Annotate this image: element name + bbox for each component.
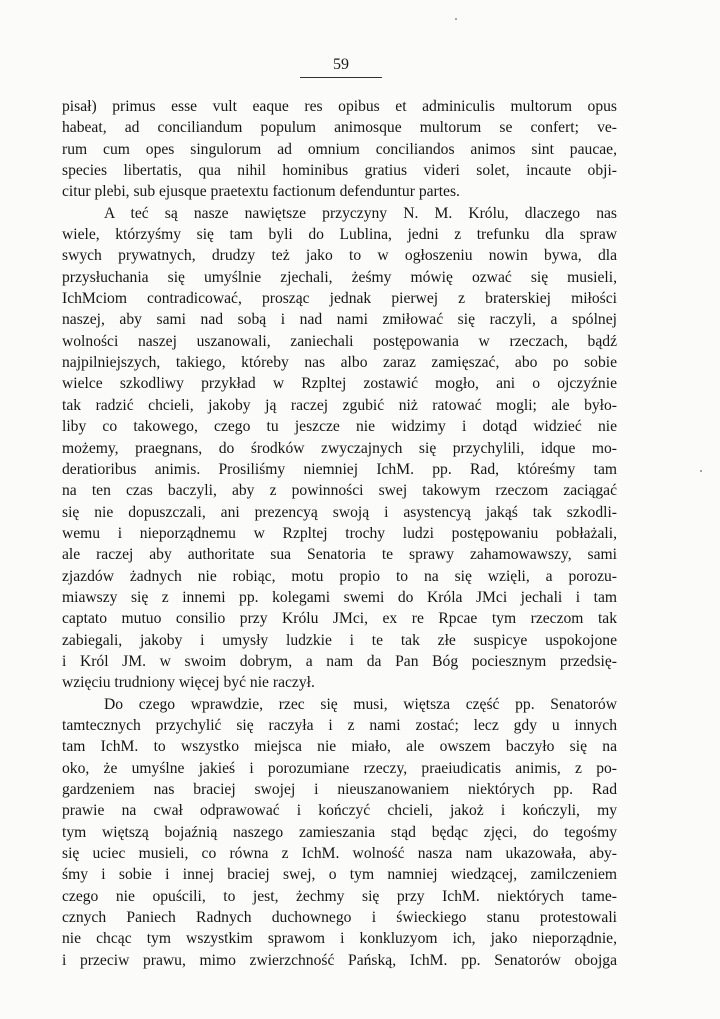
text-line: citur plebi, sub ejusque praetextu factionum defenduntur partes. — [62, 183, 460, 201]
text-line: i przeciw prawu, mimo zwierzchność Pańską, IchM. pp. Senatorów obojga — [62, 951, 617, 969]
text-line: tamtecznych przychylić się raczyła i z nami zostać; lecz gdy u innych — [62, 716, 617, 734]
text-line: liby co takowego, czego tu jeszcze nie widzimy i dotąd widzieć nie — [62, 418, 617, 436]
text-line: oko, że umyślne jakieś i porozumiane rzeczy, praeiudicatis animis, z po- — [62, 759, 617, 777]
text-line: habeat, ad conciliandum populum animosque multorum se confert; ve- — [62, 119, 617, 137]
text-line: wzięciu trudniony więcej być nie raczył. — [62, 674, 315, 692]
page-number: 59 — [300, 56, 382, 78]
text-line: wiele, którzyśmy się tam byli do Lublina, jedni z trefunku dla spraw — [62, 226, 617, 244]
text-line: IchMciom contradicować, prosząc jednak pierwej z braterskiej miłości — [62, 290, 617, 308]
text-line: cznych Paniech Radnych duchownego i świeckiego stanu protestowali — [62, 909, 617, 927]
text-line: wemu i nieporządnemu w Rzpltej trochy ludzi postępowaniu pobłażali, — [62, 524, 617, 542]
paper-speck — [700, 470, 702, 472]
text-line: captato mutuo consilio przy Królu JMci, ex re Rpcae tym rzeczom tak — [62, 610, 617, 628]
text-line: tam IchM. to wszystko miejsca nie miało, ale owszem baczyło się na — [62, 738, 617, 756]
text-line: swych prywatnych, drudzy też jako to w ogłoszeniu nowin bywa, dla — [62, 247, 617, 265]
text-line: A teć są nasze nawiętsze przyczyny N. M. Królu, dlaczego nas — [104, 204, 617, 222]
text-line: przysłuchania się umyślnie zjechali, żeśmy mówię ozwać się musieli, — [62, 268, 617, 286]
text-line: ale raczej aby authoritate sua Senatoria te sprawy zahamowawszy, sami — [62, 546, 617, 564]
text-line: nie chcąc tym wszystkim sprawom i konkluzyom ich, jako nieporządnie, — [62, 930, 617, 948]
text-line: zabiegali, jakoby i umysły ludzkie i te tak złe suspicye uspokojone — [62, 631, 617, 649]
text-line: na ten czas baczyli, aby z powinności swej takowym rzeczom zaciągać — [62, 482, 617, 500]
text-line: prawie na cwał odprawować i kończyć chcieli, jakoż i kończyli, my — [62, 802, 617, 820]
text-line: najpilniejszych, takiego, któreby nas albo zaraz zamięszać, abo po sobie — [62, 354, 617, 372]
text-line: się uciec musieli, co równa z IchM. wolność nasza nam ukazowała, aby- — [62, 845, 617, 863]
text-line: i Król JM. w swoim dobrym, a nam da Pan Bóg pociesznym przedsię- — [62, 652, 617, 670]
text-line: zjazdów żadnych nie robiąc, motu propio to na się wzięli, a porozu- — [62, 567, 617, 585]
text-line: możemy, praegnans, do środków zwyczajnych się przychylili, idque mo- — [62, 439, 617, 457]
text-line: śmy i sobie i innej braciej swej, o tym namniej wiedzącej, zamilczeniem — [62, 866, 617, 884]
text-line: pisał) primus esse vult eaque res opibus et adminiculis multorum opus — [62, 98, 617, 115]
text-line: się nie dopuszczali, ani prezencyą swoją i asystencyą jakąś tak szkodli- — [62, 503, 617, 521]
text-line: Do czego wprawdzie, rzec się musi, więtsza część pp. Senatorów — [104, 695, 617, 713]
text-line: tym więtszą bojaźnią naszego zamieszania stąd będąc zjęci, do tegośmy — [62, 823, 617, 841]
text-line: naszej, aby sami nad sobą i nad nami zmiłować się raczyli, a spólnej — [62, 311, 617, 329]
text-line: species libertatis, qua nihil hominibus gratius videri solet, incaute obji- — [62, 162, 617, 180]
text-line: wielce szkodliwy przykład w Rzpltej zostawić mogło, ani o ojczyźnie — [62, 375, 617, 393]
text-line: rum cum opes singulorum ad omnium conciliandos animos sint paucae, — [62, 140, 617, 158]
text-line: deratioribus animis. Prosiliśmy niemniej IchM. pp. Rad, któreśmy tam — [62, 460, 617, 478]
paper-speck — [455, 18, 457, 20]
text-line: wolności naszej uszanowali, zaniechali postępowania w rzeczach, bądź — [62, 332, 617, 350]
text-line: miawszy się z innemi pp. kolegami swemi do Króla JMci jechali i tam — [62, 588, 617, 606]
page-body-text — [62, 96, 617, 971]
text-line: gardzeniem nas braciej swojej i nieuszanowaniem niektórych pp. Rad — [62, 781, 617, 798]
text-line: tak radzić chcieli, jakoby ją raczej zgubić niż ratować mogli; ale było- — [62, 396, 617, 414]
text-line: czego nie opuścili, to jest, żechmy się przy IchM. niektórych tame- — [62, 887, 617, 905]
